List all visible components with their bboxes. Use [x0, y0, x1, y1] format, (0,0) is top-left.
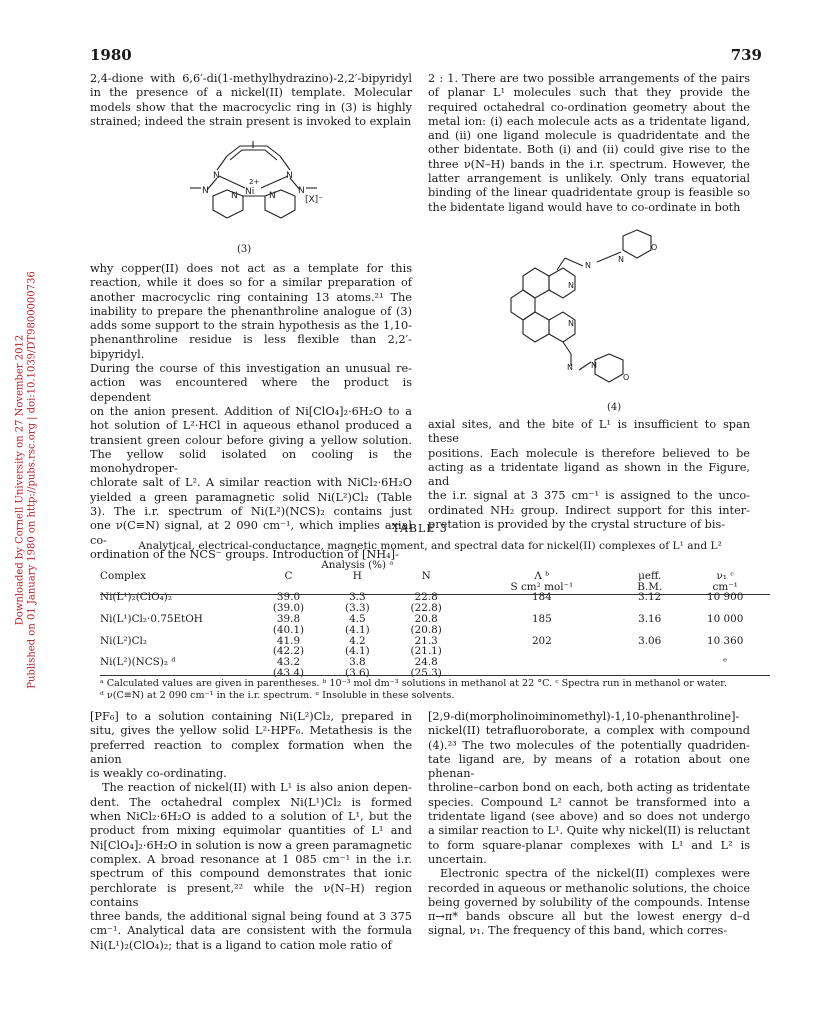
- table-cell: 3.16: [638, 612, 662, 625]
- publication-notice: Published on 01 January 1980 on http://pubs.rsc.org | doi:10.1039/DT9800000736: [26, 271, 38, 689]
- text-line: species. Compound L² cannot be transformed into a: [428, 795, 750, 809]
- text-line: product from mixing equimolar quantities of L¹ and: [90, 824, 412, 838]
- table-cell: 3.3: [349, 591, 366, 604]
- text-line: chlorate salt of L². A similar reaction with NiCl₂·6H₂O: [90, 476, 412, 490]
- text-line: one ν(C≡N) signal, at 2 090 cm⁻¹, which implies axial co-: [90, 519, 412, 547]
- svg-text:N: N: [567, 363, 573, 372]
- table-cell: 39.0: [276, 591, 301, 604]
- table-cell: (4.1): [345, 645, 370, 658]
- text-line: 2,4-dione with 6,6′-di(1-methylhydrazino)-2,2′-bipyridyl: [90, 72, 412, 85]
- text-line: Ni[ClO₄]₂·6H₂O in solution is now a green paramagnetic: [90, 838, 412, 852]
- table-cell: 3.12: [638, 591, 662, 604]
- text-line: tate ligand are, by means of a rotation about one phenan-: [428, 752, 750, 781]
- table-cell: 10 360: [707, 634, 744, 647]
- table-cell: ᵉ: [723, 656, 728, 669]
- table-cell: (25.3): [410, 666, 442, 679]
- table-cell: (43.4): [272, 666, 305, 679]
- text-line: spectrum of this compound demonstrates that ionic: [90, 867, 412, 881]
- text-line: yielded a green paramagnetic solid Ni(L²)Cl₂ (Table: [90, 490, 412, 504]
- table-cell: [465, 646, 619, 657]
- col-conductance: Λ ᵇ: [534, 569, 550, 582]
- text-line: binding of the linear quadridentate group is feasible so: [428, 186, 750, 200]
- text-line: situ, gives the yellow solid L²·HPF₆. Metathesis is the: [90, 724, 412, 738]
- svg-text:N: N: [286, 171, 293, 181]
- table-footnote-1: ᵃ Calculated values are given in parentheses. ᵇ 10⁻³ mol dm⁻³ solutions in methanol at 22 °C. ᶜ Spectra run in methanol or water.: [100, 678, 727, 689]
- text-line: acting as a tridentate ligand as shown in the Figure, and: [428, 460, 750, 489]
- text-line: other bidentate. Both (i) and (ii) could give rise to the: [428, 143, 750, 157]
- right-column-top: [428, 72, 750, 215]
- text-line: three ν(N–H) bands in the i.r. spectrum. However, the: [428, 157, 750, 171]
- svg-text:N: N: [202, 186, 209, 196]
- table-footnote-2: ᵈ ν(C≡N) at 2 090 cm⁻¹ in the i.r. spectrum. ᵉ Insoluble in these solvents.: [100, 690, 455, 701]
- text-line: three bands, the additional signal being found at 3 375: [90, 910, 412, 924]
- text-line: cm⁻¹. Analytical data are consistent with the formula: [90, 924, 412, 938]
- text-line: nickel(II) tetrafluoroborate, a complex with compound: [428, 724, 750, 738]
- svg-text:O: O: [623, 373, 630, 382]
- text-line: when NiCl₂·6H₂O is added to a solution of L¹, but the: [90, 810, 412, 824]
- unit-conductance: S cm² mol⁻¹: [510, 580, 574, 593]
- svg-text:N: N: [618, 255, 624, 264]
- svg-text:O: O: [651, 243, 658, 252]
- text-line: throline–carbon bond on each, both acting as tridentate: [428, 781, 750, 795]
- table-cell: 202: [531, 634, 552, 647]
- svg-text:N: N: [591, 361, 597, 370]
- table-cell: (3.6): [345, 666, 370, 679]
- table-cell: 4.5: [349, 612, 366, 625]
- counterion-label: [X]⁻: [305, 195, 323, 205]
- col-nu1: ν₁ ᶜ: [716, 569, 734, 582]
- text-line: and (ii) one ligand molecule is quadridentate and the: [428, 129, 750, 143]
- table-cell: 10 900: [707, 591, 744, 604]
- text-line: positions. Each molecule is therefore believed to be: [428, 446, 750, 460]
- text-line: uncertain.: [428, 852, 487, 866]
- text-line: ordination of the NCS⁻ groups. Introduction of [NH₄]-: [90, 547, 399, 561]
- table-cell: (22.8): [410, 602, 442, 615]
- text-line: The reaction of nickel(II) with L¹ is also anion depen-: [102, 781, 412, 795]
- figure-4-caption: (4): [607, 402, 622, 413]
- svg-text:N: N: [231, 191, 238, 201]
- table-cell: (3.3): [345, 602, 370, 615]
- table-cell: 41.9: [276, 634, 301, 647]
- table-cell: 4.2: [349, 634, 366, 647]
- figure-3-caption: (3): [237, 244, 252, 255]
- text-line: required octahedral co-ordination geometry about the: [428, 100, 750, 114]
- text-line: models show that the macrocyclic ring in (3) is highly: [90, 100, 412, 114]
- svg-text:N: N: [568, 281, 574, 290]
- text-line: why copper(II) does not act as a template for this: [90, 262, 412, 275]
- svg-text:N: N: [568, 319, 574, 328]
- text-line: is weakly co-ordinating.: [90, 767, 227, 781]
- text-line: a similar reaction to L¹. Quite why nickel(II) is reluctant: [428, 824, 750, 838]
- table-caption: Analytical, electrical-conductance, magnetic moment, and spectral data for nickel(II) complexes of L¹ and L²: [138, 540, 722, 552]
- download-notice: Downloaded by Cornell University on 27 November 2012: [14, 334, 26, 626]
- table-cell: [465, 625, 619, 636]
- text-line: π→π* bands obscure all but the lowest energy d–d: [428, 910, 750, 924]
- table-cell: 20.8: [414, 612, 438, 625]
- page-year: 1980: [90, 46, 132, 64]
- col-n: N: [421, 569, 431, 582]
- table-cell: [465, 657, 619, 668]
- table-cell: (4.1): [345, 623, 370, 636]
- text-line: reaction, while it does so for a similar preparation of: [90, 276, 412, 290]
- text-line: [2,9-di(morpholinoiminomethyl)-1,10-phenanthroline]-: [428, 710, 740, 723]
- charge-label: 2+: [249, 178, 260, 186]
- text-line: Ni(L¹)₂(ClO₄)₂; that is a ligand to cation mole ratio of: [90, 938, 392, 952]
- text-line: inability to prepare the phenanthroline analogue of (3): [90, 304, 412, 318]
- table-cell: [100, 625, 250, 636]
- table-cell: (42.2): [272, 645, 305, 658]
- text-line: dent. The octahedral complex Ni(L¹)Cl₂ is formed: [90, 795, 412, 809]
- col-moment: μeff.: [638, 569, 662, 582]
- svg-text:N: N: [213, 171, 220, 181]
- table-cell: (40.1): [272, 623, 305, 636]
- left-column-middle: [90, 262, 412, 562]
- col-c: C: [284, 569, 293, 582]
- table-cell: Ni(L²)Cl₂: [100, 634, 148, 647]
- table-cell: 24.8: [414, 656, 438, 669]
- table-cell: Ni(L¹)Cl₂·0.75EtOH: [100, 612, 203, 625]
- text-line: The yellow solid isolated on cooling is the monohydroper-: [90, 447, 412, 476]
- table-cell: 10 000: [707, 612, 744, 625]
- text-line: the bidentate ligand would have to co-ordinate in both: [428, 200, 741, 214]
- right-column-middle: [428, 418, 750, 532]
- text-line: [PF₆] to a solution containing Ni(L²)Cl₂, prepared in: [90, 710, 412, 723]
- structure-3-figure: [185, 138, 325, 238]
- text-line: on the anion present. Addition of Ni[ClO₄]₂·6H₂O to a: [90, 404, 412, 418]
- table-cell: [680, 625, 770, 636]
- text-line: pretation is provided by the crystal structure of bis-: [428, 518, 726, 532]
- text-line: to form square-planar complexes with L¹ and L² is: [428, 838, 750, 852]
- table-cell: [619, 625, 680, 636]
- text-line: (4).²³ The two molecules of the potentially quadriden-: [428, 738, 750, 752]
- text-line: metal ion: (i) each molecule acts as a tridentate ligand,: [428, 114, 750, 128]
- text-line: perchlorate is present,²² while the ν(N–H) region contains: [90, 881, 412, 909]
- table-cell: Ni(L²)(NCS)₂ ᵈ: [100, 656, 176, 669]
- text-line: another macrocyclic ring containing 13 atoms.²¹ The: [90, 290, 412, 304]
- text-line: hot solution of L²·HCl in aqueous ethanol produced a: [90, 419, 412, 433]
- text-line: the i.r. signal at 3 375 cm⁻¹ is assigned to the unco-: [428, 489, 750, 503]
- download-sidebar: [0, 0, 40, 1032]
- table-cell: 21.3: [414, 634, 438, 647]
- text-line: Electronic spectra of the nickel(II) complexes were: [440, 867, 750, 881]
- text-line: transient green colour before giving a yellow solution.: [90, 433, 412, 447]
- table-cell: 43.2: [276, 656, 301, 669]
- table-cell: [619, 646, 680, 657]
- data-table: [100, 560, 770, 679]
- table-cell: 185: [531, 612, 552, 625]
- text-line: 3). The i.r. spectrum of Ni(L²)(NCS)₂ contains just: [90, 505, 412, 519]
- text-line: ordinated NH₂ group. Indirect support for this inter-: [428, 503, 750, 517]
- text-line: strained; indeed the strain present is invoked to explain: [90, 114, 412, 128]
- table-cell: 3.8: [349, 656, 366, 669]
- left-column-bottom: [90, 710, 412, 953]
- text-line: tridentate ligand (see above) and so does not undergo: [428, 810, 750, 824]
- text-line: signal, ν₁. The frequency of this band, which corres-: [428, 924, 728, 938]
- table-cell: (20.8): [410, 623, 442, 636]
- table-cell: Ni(L¹)₂(ClO₄)₂: [100, 591, 172, 604]
- unit-moment: B.M.: [637, 580, 663, 593]
- text-line: preferred reaction to complex formation when the anion: [90, 738, 412, 766]
- unit-nu1: cm⁻¹: [712, 580, 738, 593]
- table-top-rule: [100, 594, 770, 595]
- col-complex: Complex: [100, 569, 147, 582]
- table-cell: 22.8: [414, 591, 438, 604]
- structure-4-figure: [505, 228, 675, 398]
- text-line: 2 : 1. There are two possible arrangements of the pairs: [428, 72, 750, 85]
- text-line: recorded in aqueous or methanolic solutions, the choice: [428, 881, 751, 895]
- text-line: of planar L¹ molecules such that they provide the: [428, 86, 750, 100]
- text-line: latter arrangement is unlikely. Only trans equatorial: [428, 172, 750, 186]
- text-line: in the presence of a nickel(II) template. Molecular: [90, 86, 412, 100]
- table-title: TABLE 3: [392, 522, 448, 535]
- text-line: adds some support to the strain hypothesis as the 1,10-: [90, 319, 412, 333]
- svg-text:N: N: [269, 191, 276, 201]
- table-cell: 39.8: [276, 612, 301, 625]
- svg-text:N: N: [298, 186, 305, 196]
- col-h: H: [352, 569, 362, 582]
- page-number: 739: [730, 46, 762, 64]
- table-cell: (21.1): [410, 645, 442, 658]
- table-cell: (39.0): [272, 602, 305, 615]
- right-column-bottom: [428, 710, 750, 939]
- svg-text:N: N: [585, 261, 591, 270]
- table-row: [100, 625, 770, 636]
- left-column-top: [90, 72, 412, 129]
- table-cell: 184: [531, 591, 552, 604]
- table-cell: [619, 657, 680, 668]
- svg-text:Ni: Ni: [245, 187, 255, 197]
- text-line: complex. A broad resonance at 1 085 cm⁻¹ in the i.r.: [90, 852, 412, 866]
- table-cell: 3.06: [638, 634, 662, 647]
- text-line: axial sites, and the bite of L¹ is insufficient to span these: [428, 418, 750, 446]
- text-line: phenanthroline residue is less flexible than 2,2′-bipyridyl.: [90, 333, 412, 361]
- table-bottom-rule: [100, 675, 770, 676]
- text-line: being governed by solubility of the compounds. Intense: [428, 895, 750, 909]
- analysis-header: Analysis (%) ᵃ: [321, 559, 394, 571]
- text-line: action was encountered where the product is dependent: [90, 376, 412, 404]
- text-line: During the course of this investigation an unusual re-: [90, 362, 412, 376]
